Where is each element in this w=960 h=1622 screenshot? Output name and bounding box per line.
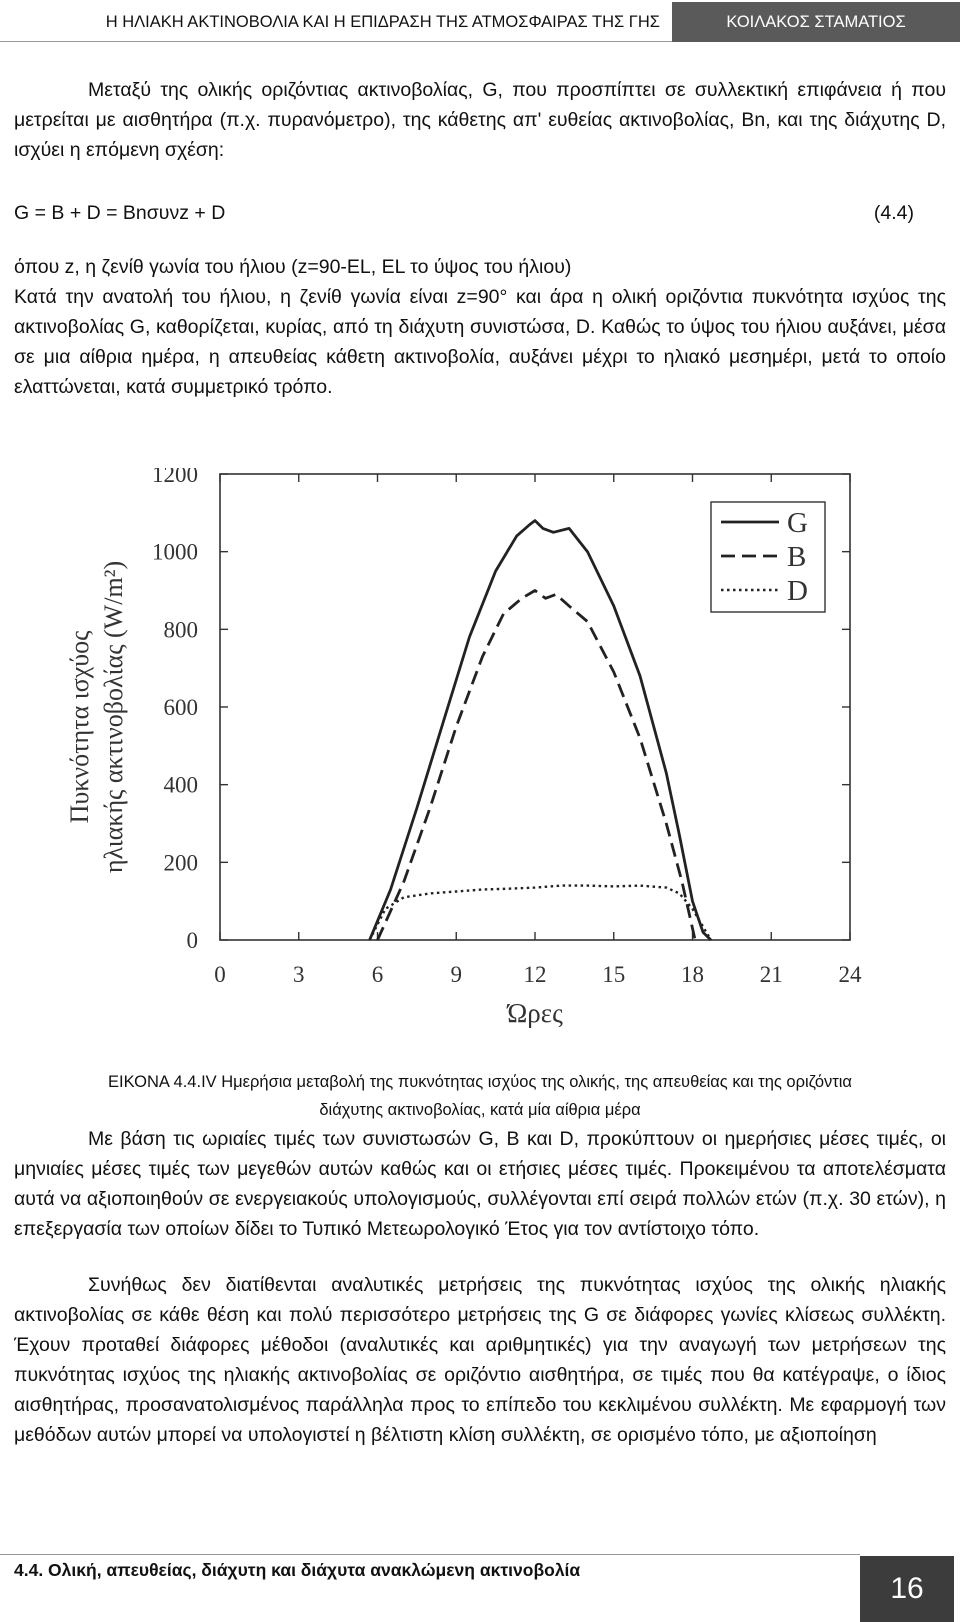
x-tick-label: 21 — [759, 962, 783, 987]
caption-line-2: διάχυτης ακτινοβολίας, κατά μία αίθρια μέρα — [319, 1101, 641, 1119]
x-axis-label: Ώρες — [507, 998, 563, 1028]
y-axis-label-line2: ηλιακής ακτινοβολίας (W/m²) — [99, 560, 128, 874]
header-author: ΚΟΙΛΑΚΟΣ ΣΤΑΜΑΤΙΟΣ — [672, 2, 960, 42]
paragraph-intro: Μεταξύ της ολικής οριζόντιας ακτινοβολίας, G, που προσπίπτει σε συλλεκτική επιφάνεια ή που μετρείται με αισθητήρα (π.χ. πυρανόμετρο), της κάθετης απ' ευθείας ακτινοβολίας, Bn, και της διάχυτης D, ισχύει η επόμενη σχέση: — [14, 79, 946, 161]
page-number: 16 — [860, 1556, 954, 1622]
x-tick-label: 9 — [450, 962, 462, 987]
paragraph-methods: Συνήθως δεν διατίθενται αναλυτικές μετρήσεις της πυκνότητας ισχύος της ολικής ηλιακής ακτινοβολίας σε κάθε θέση και πολύ περισσότερο μετρήσεις της G σε διάφορες γωνίες κλίσεως συλλέκτη. Έχουν προταθεί διάφορες μέθοδοι (αναλυτικές και αριθμητικές) για την αναγωγή των μετρήσεων της πυκνότητας ισχύος της ηλιακής ακτινοβολίας σε οριζόντιο αισθητήρα, σε τιμές που θα κατέγραψε, ο ίδιος αισθητήρας, προσανατολισμένος παράλληλα προς το επίπεδο του κεκλιμένου συλλέκτη. Με εφαρμογή των μεθόδων αυτών μπορεί να υπολογιστεί η βέλτιστη κλίση συλλέκτη, σε ορισμένο τόπο, με αξιοποίηση — [14, 1274, 946, 1446]
x-tick-label: 6 — [371, 962, 384, 987]
series-line-D — [370, 886, 711, 940]
paragraph-sunrise: Κατά την ανατολή του ήλιου, η ζενίθ γωνία είναι z=90° και άρα η ολική οριζόντια πυκνότητα ισχύος της ακτινοβολίας G, καθορίζεται, κυρίας, από τη διάχυτη συνιστώσα, D. Καθώς το ύψος του ήλιου αυξάνει, μέσα σε μια αίθρια ημέρα, η απευθείας κάθετη ακτινοβολία, αυξάνει μέχρι το ηλιακό μεσημέρι, μετά το οποίο ελαττώνεται, κατά συμμετρικό τρόπο. — [14, 286, 946, 398]
series-line-G — [370, 521, 711, 940]
legend-label-D: D — [787, 575, 808, 607]
equation-text: G = B + D = Bnσυνz + D — [14, 202, 226, 224]
y-axis-label-line1: Πυκνότητα ισχύος — [65, 630, 94, 824]
x-tick-label: 12 — [523, 962, 547, 987]
zenith-definition: όπου z, η ζενίθ γωνία του ήλιου (z=90-EL, EL το ύψος του ήλιου) — [14, 256, 572, 278]
legend-label-G: G — [787, 507, 808, 539]
y-tick-label: 600 — [163, 695, 198, 720]
x-tick-label: 0 — [214, 962, 226, 987]
x-tick-label: 3 — [293, 962, 305, 987]
x-tick-label: 15 — [602, 962, 626, 987]
legend-label-B: B — [787, 541, 807, 573]
equation-number: (4.4) — [873, 202, 914, 224]
series-line-B — [378, 591, 696, 941]
footer-section-title: 4.4. Ολική, απευθείας, διάχυτη και διάχυτα ανακλώμενη ακτινοβολία — [14, 1560, 581, 1580]
equation — [14, 198, 914, 228]
y-tick-label: 1200 — [152, 468, 198, 487]
figure-caption — [0, 1068, 960, 1124]
header-rule — [0, 41, 672, 42]
x-tick-label: 18 — [681, 962, 704, 987]
y-tick-label: 0 — [186, 928, 198, 953]
y-tick-label: 200 — [163, 850, 198, 876]
page-header — [0, 0, 960, 42]
chart-root — [65, 468, 862, 1028]
paragraph-hourly-values: Με βάση τις ωριαίες τιμές των συνιστωσών G, B και D, προκύπτουν οι ημερήσιες μέσες τιμές, οι μηνιαίες μέσες τιμές των μεγεθών αυτών καθώς και οι ετήσιες μέσες τιμές. Προκειμένου τα αποτελέσματα αυτά να αξιοποιηθούν σε ενεργειακούς υπολογισμούς, συλλέγονται επί σειρά πολλών ετών (π.χ. 30 ετών), η επεξεργασία των οποίων δίδει το Τυπικό Μετεωρολογικό Έτος για τον αντίστοιχο τόπο. — [14, 1128, 946, 1240]
header-title: Η ΗΛΙΑΚΗ ΑΚΤΙΝΟΒΟΛΙΑ ΚΑΙ Η ΕΠΙΔΡΑΣΗ ΤΗΣ ΑΤΜΟΣΦΑΙΡΑΣ ΤΗΣ ΓΗΣ — [105, 13, 660, 31]
x-tick-label: 24 — [838, 962, 862, 987]
y-tick-label: 1000 — [152, 539, 198, 565]
y-tick-label: 800 — [163, 617, 198, 643]
footer-rule — [0, 1554, 860, 1555]
caption-line-1: ΕΙΚΟΝΑ 4.4.IV Ημερήσια μεταβολή της πυκνότητας ισχύος της ολικής, της απευθείας και της οριζόντια — [108, 1073, 852, 1091]
y-tick-label: 400 — [163, 772, 198, 798]
radiation-chart — [60, 468, 900, 1068]
